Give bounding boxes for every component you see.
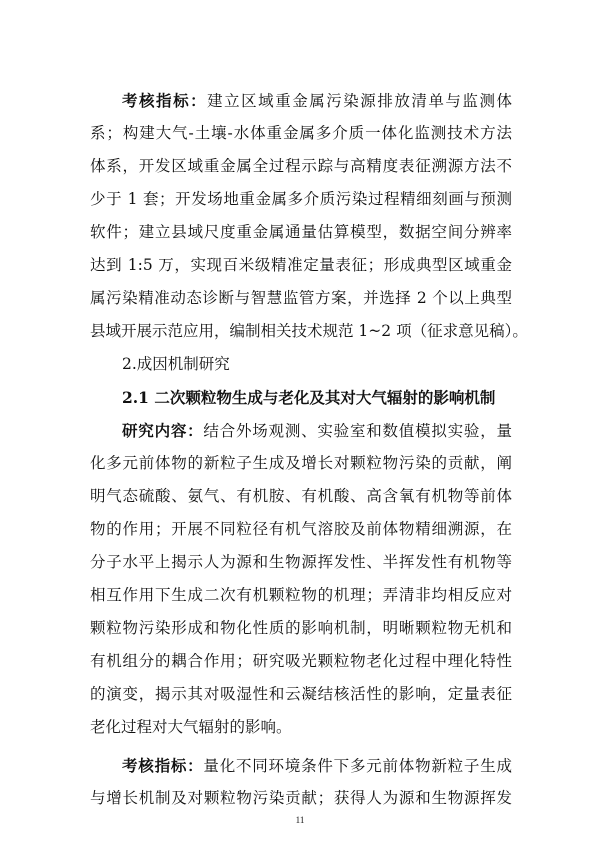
- line-text: 量化不同环境条件下多元前体物新粒子生成: [203, 757, 512, 775]
- text-line: [90, 414, 512, 447]
- paragraph-label: 考核指标：: [122, 91, 208, 110]
- text-line: 明气态硫酸、氨气、有机胺、有机酸、高含氧有机物等前体: [90, 487, 512, 505]
- text-line: 少于 1 套；开发场地重金属多介质污染过程精细刻画与预测: [90, 190, 512, 208]
- text-line: 颗粒物污染形成和物化性质的影响机制，明晰颗粒物无机和: [90, 619, 512, 637]
- text-line: 物的作用；开展不同粒径有机气溶胶及前体物精细溯源，在: [90, 520, 512, 538]
- line-text: 结合外场观测、实验室和数值模拟实验，量: [203, 422, 512, 440]
- text-line: 属污染精准动态诊断与智慧监管方案，并选择 2 个以上典型: [90, 289, 512, 307]
- paragraph-research-content: [90, 414, 512, 744]
- text-line: 体系，开发区域重金属全过程示踪与高精度表征溯源方法不: [90, 157, 512, 175]
- text-line: 相互作用下生成二次有机颗粒物的机理；弄清非均相反应对: [90, 586, 512, 604]
- subsection-heading: 2.1 二次颗粒物生成与老化及其对大气辐射的影响机制: [122, 388, 496, 407]
- paragraph-assessment-indicators-1: [90, 84, 528, 348]
- text-line: 老化过程对大气辐射的影响。: [90, 718, 292, 736]
- paragraph-label: 考核指标：: [122, 756, 204, 775]
- text-line: 化多元前体物的新粒子生成及增长对颗粒物污染的贡献，阐: [90, 454, 512, 472]
- text-line: 系；构建大气-土壤-水体重金属多介质一体化监测技术方法: [90, 124, 512, 142]
- paragraph-label: 研究内容：: [122, 421, 204, 440]
- text-line: [90, 84, 512, 117]
- section-heading: 2.成因机制研究: [122, 355, 230, 373]
- line-text: 建立区域重金属污染源排放清单与监测体: [207, 92, 512, 110]
- page-number: 11: [295, 815, 305, 825]
- text-line: [90, 749, 512, 782]
- text-line: 与增长机制及对颗粒物污染贡献；获得人为源和生物源挥发: [90, 789, 512, 807]
- text-line: 有机组分的耦合作用；研究吸光颗粒物老化过程中理化特性: [90, 652, 512, 670]
- text-line: 软件；建立县域尺度重金属通量估算模型，数据空间分辨率: [90, 223, 512, 241]
- text-line: 分子水平上揭示人为源和生物源挥发性、半挥发性有机物等: [90, 553, 512, 571]
- text-line: 的演变，揭示其对吸湿性和云凝结核活性的影响，定量表征: [90, 685, 512, 703]
- paragraph-assessment-indicators-2: [90, 749, 512, 815]
- text-line: 县域开展示范应用，编制相关技术规范 1~2 项（征求意见稿）。: [90, 322, 528, 340]
- document-body: [90, 84, 528, 815]
- text-line: 达到 1:5 万，实现百米级精准定量表征；形成典型区域重金: [90, 256, 512, 274]
